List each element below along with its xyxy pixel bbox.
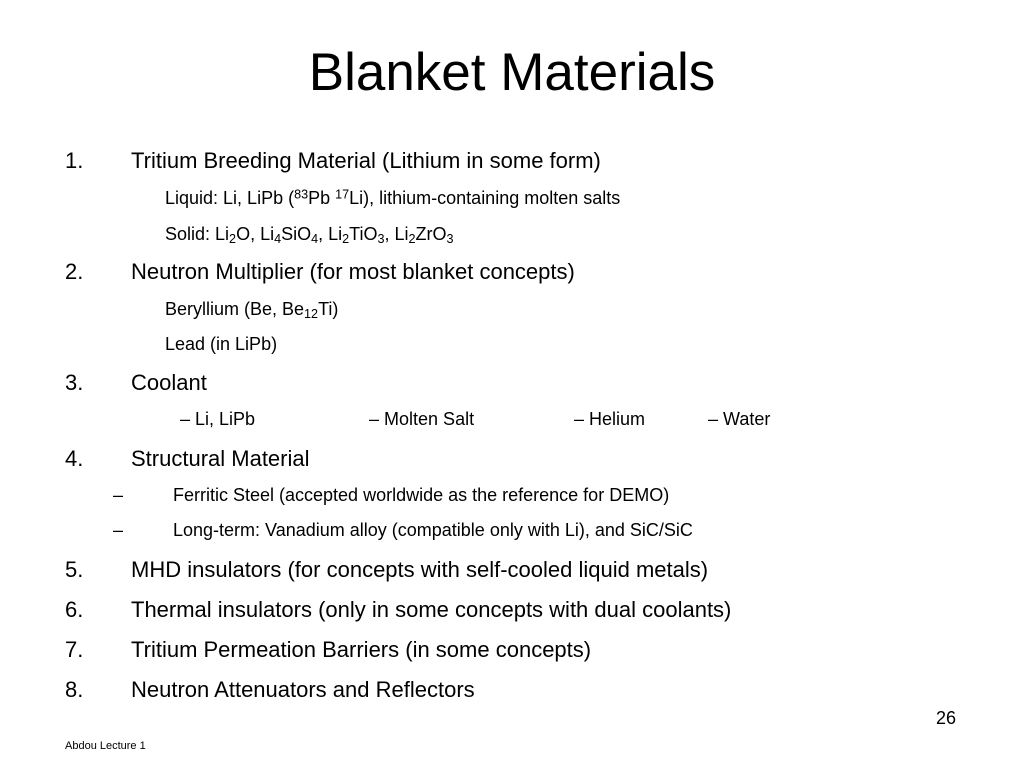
coolant-item: – Molten Salt: [369, 409, 475, 429]
subitem-lead: Lead (in LiPb): [165, 334, 278, 354]
item-text: Coolant: [131, 370, 207, 395]
footer-text: Abdou Lecture 1: [65, 740, 146, 752]
item-number: 5.: [65, 557, 84, 582]
subitem-beryllium: Beryllium (Be, $Be_{12}Ti$): [165, 299, 339, 322]
coolant-item: – Helium: [574, 409, 646, 429]
subitem-text: Ferritic Steel (accepted worldwide as the reference for DEMO): [173, 485, 670, 505]
dash-bullet: –: [113, 520, 124, 540]
item-number: 4.: [65, 446, 84, 471]
dash-bullet: –: [113, 485, 124, 505]
item-number: 3.: [65, 370, 84, 395]
subitem-solid: Solid: $Li_2O$, $Li_4SiO_4$, $Li_2TiO_3$, $Li_2ZrO_3$: [165, 224, 454, 247]
item-text: MHD insulators (for concepts with self-cooled liquid metals): [131, 557, 709, 582]
item-number: 8.: [65, 677, 84, 702]
page-number: 26: [936, 708, 957, 728]
item-text: Tritium Breeding Material (Lithium in some form): [131, 148, 601, 173]
item-number: 1.: [65, 148, 84, 173]
item-number: 6.: [65, 597, 84, 622]
item-text: Neutron Multiplier (for most blanket concepts): [131, 259, 575, 284]
subitem-text: Long-term: Vanadium alloy (compatible only with Li), and SiC/SiC: [173, 520, 693, 540]
coolant-item: – Li, LiPb: [180, 409, 256, 429]
item-number: 7.: [65, 637, 84, 662]
item-text: Neutron Attenuators and Reflectors: [131, 677, 475, 702]
item-text: Structural Material: [131, 446, 310, 471]
item-number: 2.: [65, 259, 84, 284]
item-text: Tritium Permeation Barriers (in some concepts): [131, 637, 592, 662]
coolant-item: – Water: [708, 409, 771, 429]
slide-title: Blanket Materials: [308, 43, 716, 102]
coolant-list: [0, 408, 1024, 432]
item-text: Thermal insulators (only in some concepts with dual coolants): [131, 597, 732, 622]
subitem-liquid: Liquid: Li, LiPb ($^{83}$Pb $^{17}$Li), lithium-containing molten salts: [165, 187, 621, 208]
